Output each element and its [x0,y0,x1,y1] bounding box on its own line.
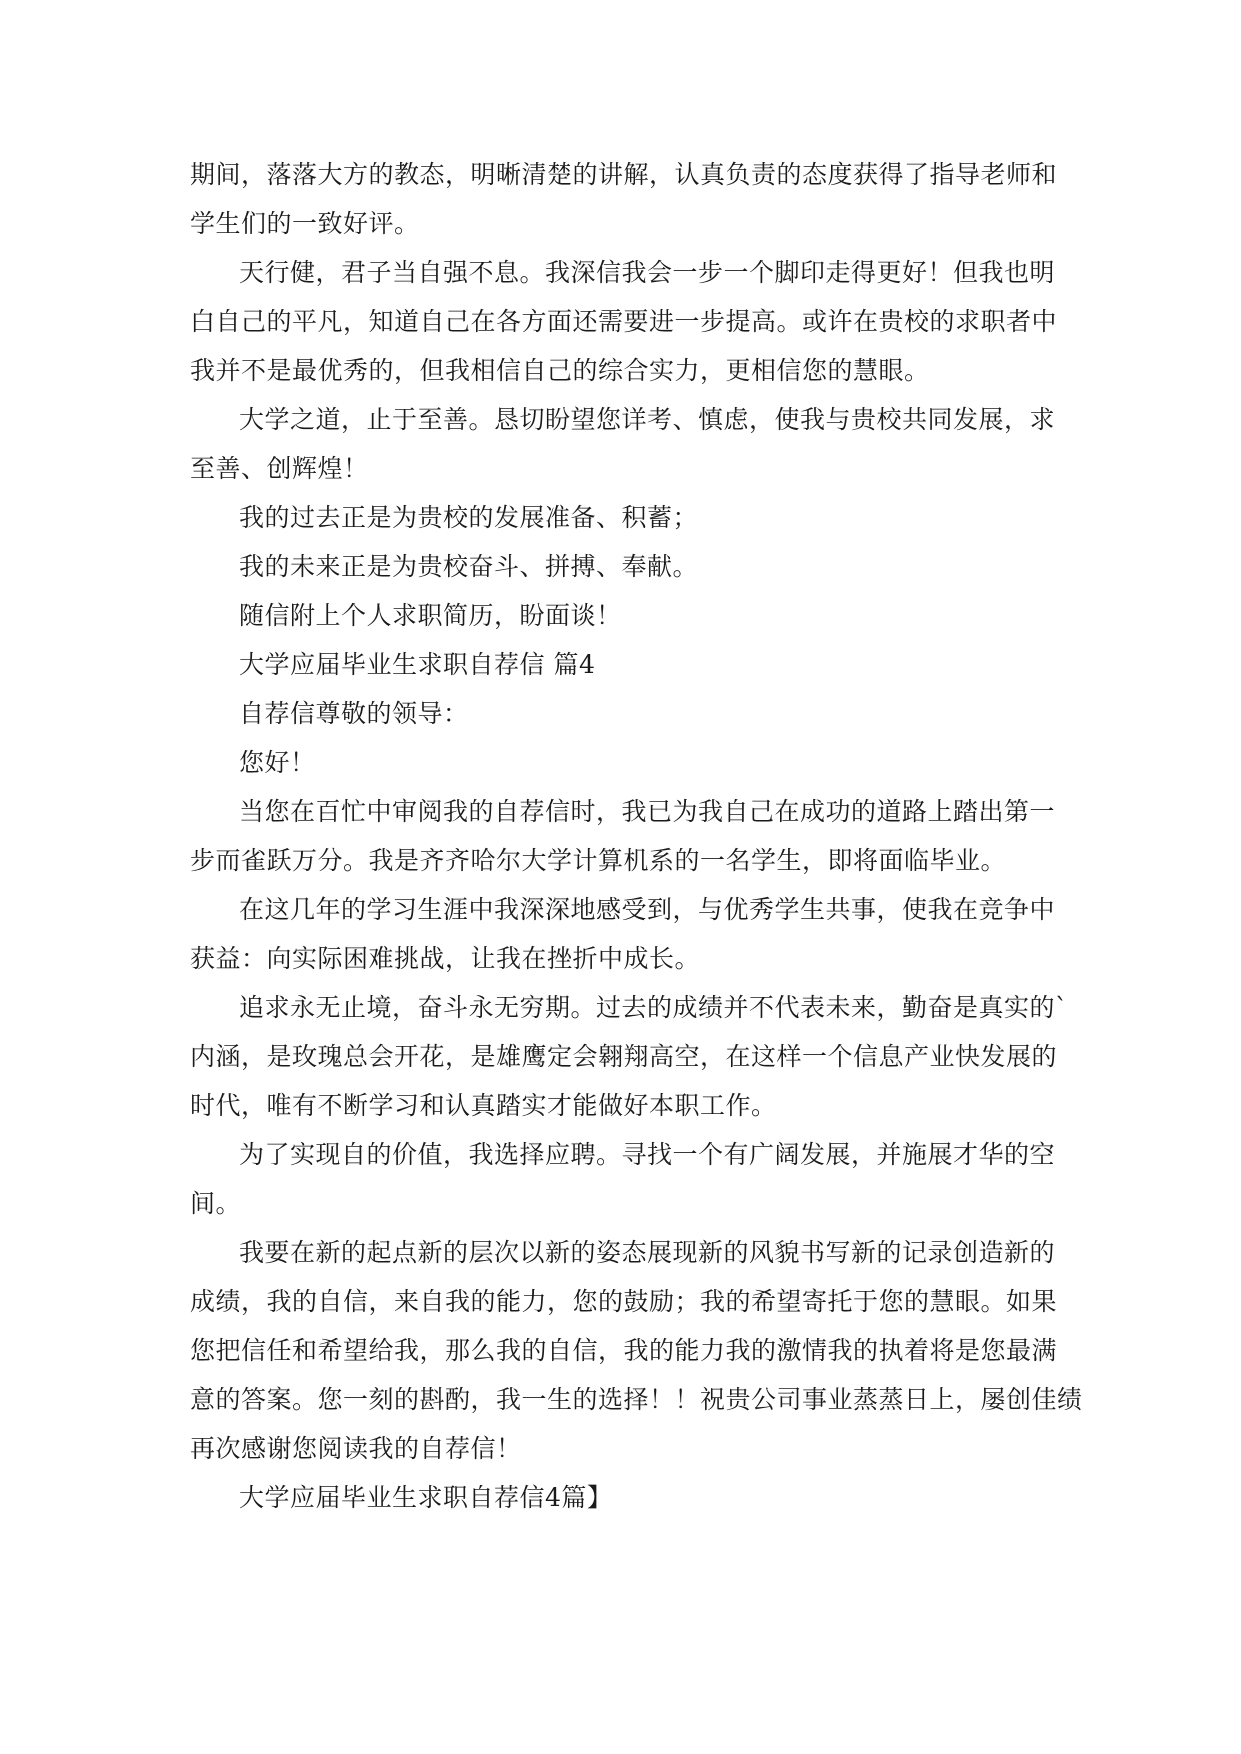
text-line: 至善、创辉煌！ [190,454,369,483]
text-line: 我并不是最优秀的，但我相信自己的综合实力，更相信您的慧眼。 [190,356,930,385]
text-line: 白自己的平凡，知道自己在各方面还需要进一步提高。或许在贵校的求职者中 [190,307,1058,336]
text-line: 学生们的一致好评。 [190,209,420,238]
text-line: 我要在新的起点新的层次以新的姿态展现新的风貌书写新的记录创造新的 [239,1238,1056,1267]
text-line: 大学应届毕业生求职自荐信4篇】 [239,1483,613,1512]
text-line: 时代，唯有不断学习和认真踏实才能做好本职工作。 [190,1091,777,1120]
text-line: 在这几年的学习生涯中我深深地感受到，与优秀学生共事，使我在竞争中 [239,895,1056,924]
text-line: 成绩，我的自信，来自我的能力，您的鼓励；我的希望寄托于您的慧眼。如果 [190,1287,1058,1316]
text-line: 期间，落落大方的教态，明晰清楚的讲解，认真负责的态度获得了指导老师和 [190,160,1058,189]
text-line: 您把信任和希望给我，那么我的自信，我的能力我的激情我的执着将是您最满 [190,1336,1058,1365]
text-line: 天行健，君子当自强不息。我深信我会一步一个脚印走得更好！但我也明 [239,258,1056,287]
text-line: 当您在百忙中审阅我的自荐信时，我已为我自己在成功的道路上踏出第一 [239,797,1056,826]
text-line: 意的答案。您一刻的斟酌，我一生的选择！！祝贵公司事业蒸蒸日上，屡创佳绩 [190,1385,1083,1414]
text-line: 我的未来正是为贵校奋斗、拼搏、奉献。 [239,552,699,581]
text-line: 自荐信尊敬的领导： [239,699,469,728]
text-line: 随信附上个人求职简历，盼面谈！ [239,601,622,630]
text-line: 内涵，是玫瑰总会开花，是雄鹰定会翱翔高空，在这样一个信息产业快发展的 [190,1042,1058,1071]
text-line: 为了实现自的价值，我选择应聘。寻找一个有广阔发展，并施展才华的空 [239,1140,1056,1169]
text-line: 追求永无止境，奋斗永无穷期。过去的成绩并不代表未来，勤奋是真实的` [239,993,1069,1022]
text-line: 步而雀跃万分。我是齐齐哈尔大学计算机系的一名学生，即将面临毕业。 [190,846,1007,875]
text-line: 获益：向实际困难挑战，让我在挫折中成长。 [190,944,701,973]
text-line: 间。 [190,1189,242,1218]
text-line: 再次感谢您阅读我的自荐信！ [190,1434,522,1463]
text-line: 您好！ [239,748,316,777]
text-line: 大学之道，止于至善。恳切盼望您详考、慎虑，使我与贵校共同发展，求 [239,405,1056,434]
text-line: 大学应届毕业生求职自荐信 篇4 [239,650,596,679]
document-body [190,150,1083,1522]
text-line: 我的过去正是为贵校的发展准备、积蓄； [239,503,699,532]
